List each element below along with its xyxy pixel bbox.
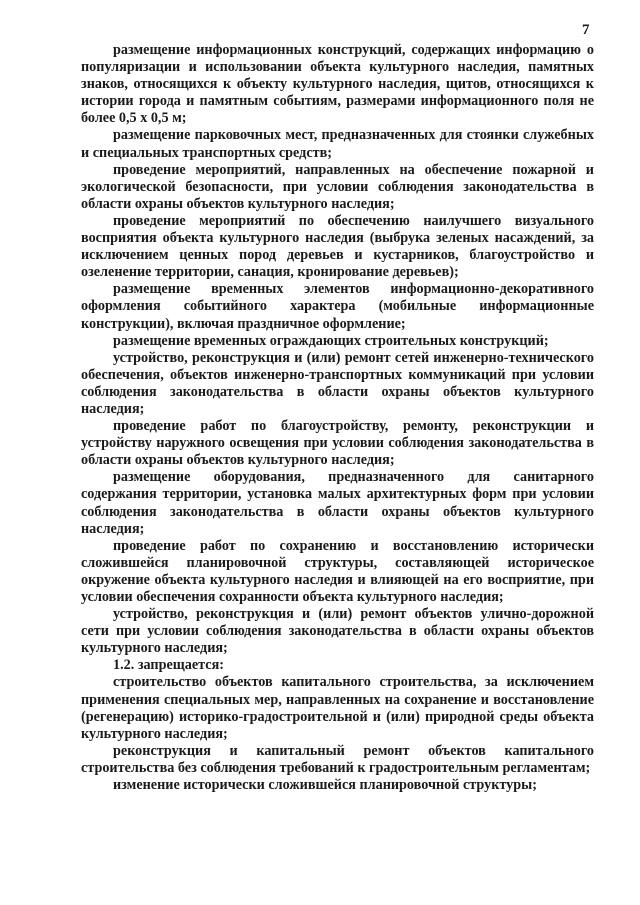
paragraph: размещение временных ограждающих строительных конструкций; — [113, 332, 549, 349]
paragraph: размещение парковочных мест, предназначенных для стоянки служебных и специальных транспортных средств; — [81, 127, 594, 161]
paragraph: реконструкция и капитальный ремонт объектов капитального строительства без соблюдения требований к градостроительным регламентам; — [81, 742, 594, 776]
section-heading: 1.2. запрещается: — [113, 657, 225, 674]
paragraph: размещение оборудования, предназначенного для санитарного содержания территории, установка малых архитектурных форм при условии соблюдения законодательства в области охраны объектов культурного наследия; — [81, 469, 594, 537]
paragraph: размещение временных элементов информационно-декоративного оформления событийного характера (мобильные информационные конструкции), включая праздничное оформление; — [81, 281, 594, 332]
paragraph: проведение работ по сохранению и восстановлению исторически сложившейся планировочной структуры, составляющей историческое окружение объекта культурного наследия и влияющей на его восприятие, при условии обеспечения сохранности объекта культурного наследия; — [81, 537, 594, 605]
paragraph: размещение информационных конструкций, содержащих информацию о популяризации и использовании объекта культурного наследия, памятных знаков, относящихся к объекту культурного наследия, щитов, относящихся к истории города и памятным событиям, размерами информационного поля не более 0,5 х 0,5 м; — [81, 42, 594, 127]
paragraph: строительство объектов капитального строительства, за исключением применения специальных мер, направленных на сохранение и восстановление (регенерацию) историко-градостроительной и (или) природной среды объекта культурного наследия; — [81, 674, 594, 742]
paragraph: проведение мероприятий, направленных на обеспечение пожарной и экологической безопасности, при условии соблюдения законодательства в области охраны объектов культурного наследия; — [81, 161, 594, 212]
paragraph: проведение работ по благоустройству, ремонту, реконструкции и устройству наружного освещения при условии соблюдения законодательства в области охраны объектов культурного наследия; — [81, 418, 594, 469]
page-number: 7 — [582, 22, 590, 38]
paragraph: проведение мероприятий по обеспечению наилучшего визуального восприятия объекта культурного наследия (выбрука зеленых насаждений, за исключением ценных пород деревьев и кустарников, благоустройство и озеленение территории, санация, кронирование деревьев); — [81, 212, 594, 281]
paragraph: изменение исторически сложившейся планировочной структуры; — [113, 777, 537, 794]
document-body — [81, 42, 594, 794]
paragraph: устройство, реконструкция и (или) ремонт сетей инженерно-технического обеспечения, объектов инженерно-транспортных коммуникаций при условии соблюдения законодательства в области охраны объектов культурного наследия; — [81, 349, 594, 417]
paragraph: устройство, реконструкция и (или) ремонт объектов улично-дорожной сети при условии соблюдения законодательства в области охраны объектов культурного наследия; — [81, 606, 594, 657]
